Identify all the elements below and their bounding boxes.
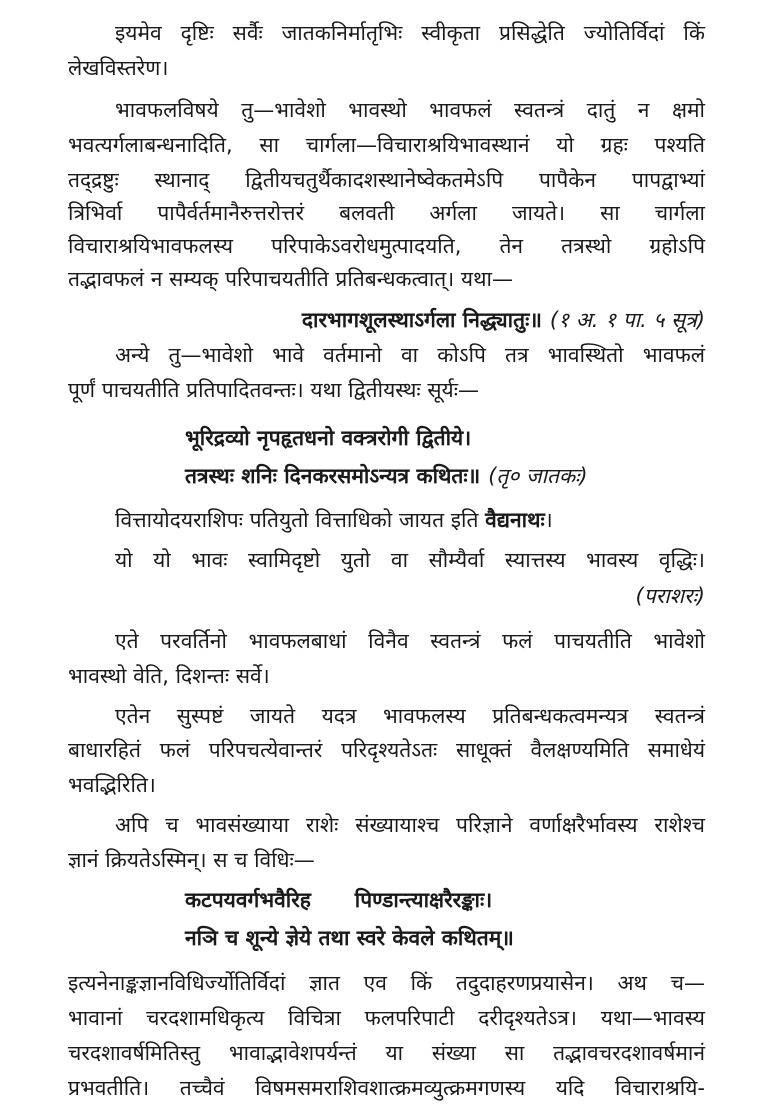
p9-line: भावानां चरदशामधिकृत्य विचित्रा फलपरिपाटी दरीदृश्यतेऽत्र। यथा—भावस्य (68, 1006, 705, 1030)
p2-line: तद्द्रष्टुः स्थानाद् द्वितीयचतुर्थैकादशस्थानेष्वेकतमेऽपि पापैकेन पापद्वाभ्यां (68, 168, 705, 192)
danda: । (544, 508, 553, 532)
quote-text: वित्तायोदयराशिपः पतियुतो वित्ताधिको जायत इति (115, 508, 486, 532)
p4-line (115, 503, 705, 537)
verse-source: (तृ० जातकः) (488, 464, 588, 488)
sutra-quote (68, 303, 705, 337)
p7-line: एतेन सुस्पष्टं जायते यदत्र भावफलस्य प्रतिबन्धकत्वमन्यत्र स्वतन्त्रं (115, 704, 705, 728)
p2-line: भवत्यर्गलाबन्धनादिति, सा चार्गला—विचाराश्रयिभावस्थानं यो ग्रहः पश्यति (68, 133, 705, 157)
p1-line: लेखविस्तरेण। (68, 56, 169, 80)
p7-line: भवद्भिरिति। (68, 773, 156, 797)
p8-line: ज्ञानं क्रियतेऽस्मिन्। स च विधिः— (68, 848, 315, 872)
p9-line: चरदशावर्षमितिस्तु भावाद्भावेशपर्यन्तं या संख्या सा तद्भावचरदशावर्षमानं (68, 1041, 705, 1065)
p9-line: इत्यनेनाङ्कज्ञानविधिर्ज्योतिर्विदां ज्ञात एव किं तदुदाहरणप्रयासेन। अथ च— (68, 971, 705, 995)
p1-line: इयमेव दृष्टिः सर्वैः जातकनिर्मातृभिः स्वीकृता प्रसिद्धेति ज्योतिर्विदां किं (115, 21, 705, 45)
p2-line: भावफलविषये तु—भावेशो भावस्थो भावफलं स्वतन्त्रं दातुं न क्षमो (115, 98, 705, 122)
p6-line: भावस्थो वेति, दिशन्तः सर्वे। (68, 664, 270, 688)
p5-line: यो यो भावः स्वामिदृष्टो युतो वा सौम्यैर्वा स्यात्तस्य भावस्य वृद्धिः। (115, 548, 705, 572)
source-label: (पराशरः) (635, 584, 705, 608)
p3-line: पूर्णं पाचयतीति प्रतिपादितवन्तः। यथा द्वितीयस्थः सूर्यः— (68, 378, 479, 402)
verse-text: तत्रस्थः शनिः दिनकरसमोऽन्यत्र कथितः॥ (185, 464, 481, 488)
p7-line: बाधारहितं फलं परिपचत्येवान्तरं परिदृश्यतेऽतः साधूक्तं वैलक्षण्यमिति समाधेयं (68, 738, 705, 762)
verse-line: भूरिद्रव्यो नृपहृतधनो वक्त्ररोगी द्वितीये। (185, 426, 472, 450)
p2-line: तद्भावफलं न सम्यक् परिपाचयतीति प्रतिबन्धकत्वात्। यथा— (68, 267, 513, 291)
p6-line: एते परवर्तिनो भावफलबाधां विनैव स्वतन्त्रं फलं पाचयतीति भावेशो (115, 629, 705, 653)
sutra-text: दारभागशूलस्थाऽर्गला निद्ध्यातुः॥ (301, 308, 542, 332)
verse-line: नञि च शून्ये ज्ञेये तथा स्वरे केवले कथितम्॥ (185, 926, 514, 950)
p5-source (68, 579, 705, 613)
sutra-source: (१ अ. १ पा. ५ सूत्र) (549, 308, 705, 332)
p8-line: अपि च भावसंख्याया राशेः संख्यायाश्च परिज्ञाने वर्णाक्षरैर्भावस्य राशेश्च (115, 813, 705, 837)
p9-line: प्रभवतीति। तच्चैवं विषमसमराशिवशात्क्रमव्युत्क्रमगणस्य यदि विचाराश्रयि- (68, 1076, 705, 1100)
verse-line: कटपयवर्गभवैरिह पिण्डान्त्याक्षरैरङ्काः। (185, 888, 493, 912)
p2-line: विचाराश्रयिभावफलस्य परिपाकेऽवरोधमुत्पादयति, तेन तत्रस्थो ग्रहोऽपि (68, 234, 705, 258)
p3-line: अन्ये तु—भावेशो भावे वर्तमानो वा कोऽपि तत्र भावस्थितो भावफलं (115, 343, 705, 367)
verse-line (185, 459, 588, 493)
p2-line: त्रिभिर्वा पापैर्वर्तमानैरुत्तरोत्तरं बलवती अर्गला जायते। सा चार्गला (68, 201, 705, 225)
author-name: वैद्यनाथः (485, 508, 545, 532)
